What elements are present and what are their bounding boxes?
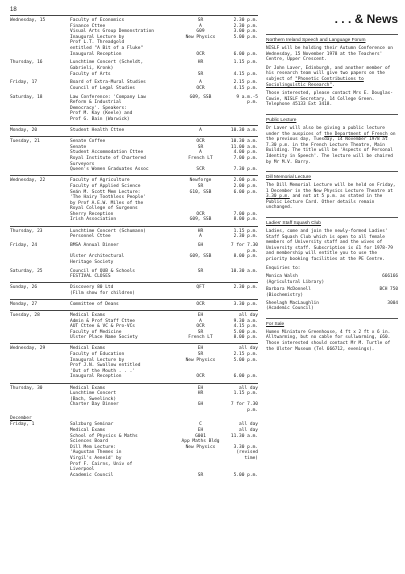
diary-event	[10, 167, 258, 173]
event-place: SR	[197, 352, 204, 358]
diary-event	[10, 285, 258, 296]
event-place: G001 App Maths Bldg	[181, 433, 220, 445]
event-time: 6.00 p.m.	[233, 374, 258, 380]
event-title: Academic Council	[70, 472, 114, 478]
news-column	[266, 12, 398, 355]
event-title: Medical Exams	[70, 385, 106, 391]
event-title: Faculty of Arts	[70, 71, 111, 77]
diary-day	[10, 269, 258, 280]
event-title: Inaugural Lecture by Prof J.N. Swallow entitled 'Out of the Mouth . . .'	[70, 357, 141, 374]
event-time: 2.00 p.m.	[233, 178, 258, 184]
event-time: 2.30 p.m.	[233, 23, 258, 29]
diary-day	[10, 243, 258, 265]
contact-phone: BCH 750	[379, 287, 398, 293]
event-title: Charter Day Dinner	[70, 402, 119, 408]
diary-event	[10, 391, 258, 402]
event-date: Friday, 1	[10, 422, 35, 428]
event-place: QFT	[196, 285, 205, 291]
event-time: 5.00 p.m.	[233, 329, 258, 335]
news-text-underlined: "Phonetic Contributions to Sociolinguistic Research"	[266, 76, 364, 88]
page-number: 18	[10, 7, 17, 13]
event-date: Tuesday, 21	[10, 139, 40, 145]
news-heading: For Sale	[266, 321, 285, 327]
event-place: GH	[197, 402, 204, 408]
event-time: 7.00 p.m.	[233, 211, 258, 217]
event-place: EH	[197, 428, 204, 434]
event-title: Admin & Prof Staff Cttee	[70, 318, 136, 324]
event-place: EH	[197, 312, 204, 318]
event-time: 2.30 p.m.	[233, 18, 258, 23]
event-time: all day	[239, 346, 258, 352]
event-place: French LT	[188, 335, 213, 341]
news-text: and not at 5 p.m. as stated in the Public Lecture Card. Other details remain unchanged.	[266, 194, 383, 211]
contact-name: Sheelagh MacLaughlin (Academic Council)	[266, 300, 319, 312]
diary-event	[10, 128, 258, 134]
diary-event	[10, 217, 258, 223]
event-title: Senate Coffee	[70, 139, 106, 145]
diary-event	[10, 52, 258, 58]
event-time: 4.15 p.m.	[233, 324, 258, 330]
news-text: The Dill Memorial Lecture will be held on Friday, 1 December in the New Physics Lecture Theatre at	[266, 183, 396, 194]
news-paragraph	[266, 66, 398, 88]
event-title: Committee of Deans	[70, 301, 119, 307]
event-date: Wednesday, 22	[10, 178, 46, 184]
event-time: 8.00 p.m.	[233, 217, 258, 223]
event-place: HR	[197, 391, 204, 397]
event-place: G10, SSB	[189, 189, 212, 195]
event-title: Visual Arts Group Demonstration	[70, 29, 154, 35]
event-title: Inaugural Reception	[70, 374, 122, 380]
news-paragraph	[266, 46, 398, 63]
diary-event	[10, 254, 258, 265]
event-title: Lunchtime Concert (Schumann)	[70, 228, 146, 234]
event-title: Faculty of Economics	[70, 18, 125, 23]
event-time: 3.30 p.m.	[233, 301, 258, 307]
news-section	[266, 34, 398, 108]
diary-event	[10, 358, 258, 375]
news-paragraph	[266, 91, 398, 108]
event-date: Sunday, 26	[10, 285, 38, 291]
event-place: A	[199, 150, 202, 156]
event-date: Friday, 17	[10, 80, 38, 86]
news-heading: Dill Memorial Lecture	[266, 175, 312, 181]
event-time: 10.30 a.m.	[230, 268, 258, 274]
event-time: 2.15 p.m.	[233, 352, 258, 358]
news-text: NISLF will be holding their Autumn Conference on Wednesday, 15 November 1978 at the Teachers' Centre, Upper Crescent.	[266, 46, 393, 63]
event-place: OCR	[196, 211, 205, 217]
events-diary	[10, 15, 258, 478]
event-time: 9 a.m.-5 p.m.	[236, 94, 258, 106]
event-time: 1.15 p.m.	[233, 228, 258, 234]
event-date: Monday, 20	[10, 128, 38, 134]
event-title: Dill Mem Lecture: 'Augustan Themes in Virgil's Aeneid' by Prof F. Cairns, Univ of Liverpool	[70, 444, 133, 473]
event-place: SR	[197, 71, 204, 77]
event-time: 7.00 p.m.	[233, 156, 258, 162]
event-time: 5.00 p.m.	[233, 34, 258, 40]
event-place: SCR	[196, 167, 205, 173]
event-title: Student Health Cttee	[70, 128, 125, 134]
event-time: all day	[239, 312, 258, 318]
event-place: G09	[196, 29, 205, 35]
event-time: 2.15 p.m.	[233, 80, 258, 86]
event-place: OCR	[196, 301, 205, 307]
event-place: GH	[197, 242, 204, 248]
event-date: Monday, 27	[10, 301, 38, 307]
diary-event	[10, 434, 258, 445]
diary-day	[10, 175, 258, 223]
event-title: Royal Institute of Chartered Surveyors	[70, 156, 146, 167]
event-place: SR	[197, 268, 204, 274]
diary-day	[10, 15, 258, 57]
event-date: Friday, 24	[10, 242, 38, 248]
event-title: Queen's Women Graduates Assoc	[70, 167, 149, 173]
diary-event	[10, 445, 258, 473]
news-text: .	[332, 82, 335, 88]
diary-event	[10, 95, 258, 123]
event-place: SR	[197, 472, 204, 478]
event-title: Discovery 80 Ltd (Film show for children)	[70, 285, 136, 296]
news-text: Ladies, come and join the newly-formed Ladies' Staff Squash Club which is open to all female members of University staff and the wives of University staff. Subscription is £1 for 1978-79 and membership will entitle you to use the priority booking facilities at the PE Centre.	[266, 229, 393, 263]
event-date: Thursday, 23	[10, 228, 43, 234]
event-place: SR	[197, 329, 204, 335]
event-time: 10.30 a.m.	[230, 139, 258, 145]
event-time: all day	[239, 422, 258, 428]
event-date: Thursday, 30	[10, 385, 43, 391]
news-text: Dr Laver will also be giving a public lecture under the auspices of	[266, 125, 385, 137]
diary-event	[10, 473, 258, 479]
event-place: New Physics	[185, 444, 216, 450]
event-date: Wednesday, 15	[10, 18, 46, 23]
event-title: Seán M. Scott Mem Lecture: 'The Hairy Toothless People' by Prof A.E.W. Miles of the Royal College of Surgeons	[70, 189, 146, 212]
event-place: OCR	[196, 324, 205, 330]
event-title: Medical Exams	[70, 312, 106, 318]
diary-event	[10, 86, 258, 92]
event-title: Lunchtime Concert (Scheldt, Gabrieli, Kronk)	[70, 60, 144, 71]
contact-row	[266, 301, 398, 312]
event-place: OCR	[196, 51, 205, 57]
diary-event	[10, 374, 258, 380]
diary-event	[10, 335, 258, 341]
event-time: 3.30 p.m. (revised time)	[233, 444, 258, 462]
event-time: all day	[239, 428, 258, 434]
event-title: Senate	[70, 144, 87, 150]
event-place: OCR	[196, 139, 205, 145]
event-title: Inaugural Lecture by Prof L.T. Threadgold entitled "A Bit of a Fluke"	[70, 34, 144, 51]
event-place: OCR	[196, 85, 205, 91]
contact-row	[266, 274, 398, 285]
event-time: 11.30 a.m.	[230, 433, 258, 439]
event-place: A	[199, 318, 202, 324]
news-paragraph	[266, 330, 398, 352]
news-text: on the previous day, Tuesday, 14 November 1978 at 7.30 p.m. in the French Lecture Theatre, Main Building. The title will be 'Aspects of Personal Identity in Speech'. The lecture will be chaired by Mr M.V. Barry.	[266, 131, 396, 165]
event-place: French LT	[188, 156, 213, 162]
event-time: 4.15 p.m.	[233, 85, 258, 91]
event-title: Council of QUB & Schools FESTIVAL CLOSES	[70, 268, 136, 280]
news-text: Dr John Laver, Edinburgh, and another member of his research team will give two papers on the subject of	[266, 65, 391, 82]
news-masthead: . . . & News	[334, 12, 398, 26]
diary-event	[10, 60, 258, 71]
event-place: New Physics	[185, 34, 216, 40]
contact-phone: 666166	[382, 274, 398, 280]
event-title: Faculty of Education	[70, 352, 125, 358]
news-text: Those interested, please contact Mrs E. Douglas-Cowie, NISLF Secretary, 14 College Green. Telephone 45133 Ext 3418.	[266, 91, 393, 108]
event-time: 4.15 p.m.	[233, 71, 258, 77]
event-title: Faculty of Applied Science	[70, 183, 141, 189]
diary-event	[10, 35, 258, 52]
event-time: 9.30 a.m.	[233, 318, 258, 324]
event-place: A	[199, 128, 202, 134]
event-title: Student Accommodation Cttee	[70, 150, 144, 156]
event-title: Council of Legal Studies	[70, 85, 136, 91]
event-date: Saturday, 18	[10, 94, 43, 100]
diary-day	[10, 422, 258, 478]
diary-event	[10, 402, 258, 413]
event-place: HR	[197, 228, 204, 234]
contact-name: Barbara McDonnell (Biochemistry)	[266, 287, 311, 298]
news-text-underlined: the Department of French	[324, 131, 388, 137]
event-place: A	[199, 23, 202, 29]
event-title: Medical Exams	[70, 346, 106, 352]
event-time: 1.15 p.m.	[233, 391, 258, 397]
diary-day	[10, 136, 258, 173]
event-date: Saturday, 25	[10, 268, 43, 274]
event-place: SR	[197, 144, 204, 150]
event-time: 10.30 a.m.	[230, 128, 258, 134]
event-title: Faculty of Agriculture	[70, 178, 130, 184]
event-place: A	[199, 234, 202, 240]
event-title: Personnel Cttee	[70, 234, 111, 240]
event-time: 7 for 7.30 p.m.	[230, 242, 258, 254]
event-place: G09, SSB	[189, 254, 212, 260]
diary-day	[10, 383, 258, 414]
news-heading: Ladies' Staff Squash Club	[266, 221, 321, 227]
month-heading: December	[10, 416, 32, 422]
event-title: Faculty of Medicine	[70, 329, 122, 335]
event-time: 1.15 p.m.	[233, 60, 258, 66]
event-place: Newforge	[189, 178, 212, 184]
event-place: G09, SSB	[189, 217, 212, 223]
diary-event	[10, 269, 258, 280]
event-time: 2.00 p.m.	[233, 183, 258, 189]
diary-day	[10, 95, 258, 123]
event-time: 5.00 p.m.	[233, 357, 258, 363]
event-time: 4.00 p.m.	[233, 150, 258, 156]
event-time: 5.00 p.m.	[233, 472, 258, 478]
event-title: AUT Cttee & VC & Pro-VCs	[70, 324, 136, 330]
news-heading: Northern Ireland Speech and Language Forum	[266, 38, 366, 43]
news-text: Enquiries to:	[266, 265, 301, 271]
event-title: Lunchtime Concert (Bach, Sweelinck)	[70, 391, 117, 402]
contact-phone: 3004	[387, 300, 398, 306]
event-title: Finance Cttee	[70, 23, 106, 29]
event-place: SR	[197, 18, 204, 23]
event-date: Tuesday, 28	[10, 312, 40, 318]
news-section	[266, 171, 398, 211]
news-sections	[266, 34, 398, 352]
diary-event	[10, 302, 258, 308]
news-heading: Public Lecture	[266, 117, 297, 123]
event-place: New Physics	[185, 357, 216, 363]
event-time: 8.00 p.m.	[233, 335, 258, 341]
event-time: 11.00 a.m.	[230, 144, 258, 150]
news-section	[266, 217, 398, 312]
event-title: Ulster Architectural Heritage Society	[70, 254, 125, 265]
event-date: Thursday, 16	[10, 60, 43, 66]
event-title: Inaugural Reception	[70, 51, 122, 57]
event-time: all day	[239, 385, 258, 391]
contact-name: Monica Walsh (Agricultural Library)	[266, 274, 325, 285]
contact-row	[266, 287, 398, 298]
event-place: C	[199, 422, 202, 428]
event-time: 8.00 p.m.	[233, 254, 258, 260]
event-time: 7 for 7.30 p.m.	[230, 402, 258, 413]
diary-day	[10, 282, 258, 296]
news-paragraph	[266, 126, 398, 165]
diary-day	[10, 226, 258, 240]
diary-event	[10, 156, 258, 167]
news-paragraph	[266, 229, 398, 263]
event-title: Ulster Place Name Society	[70, 335, 138, 341]
event-title: Irish Association	[70, 217, 117, 223]
event-time: 2.30 p.m.	[233, 285, 258, 291]
event-title: Sherry Reception	[70, 211, 114, 217]
event-place: OCR	[196, 374, 205, 380]
event-place: A	[199, 80, 202, 86]
diary-day	[10, 80, 258, 91]
diary-event	[10, 190, 258, 212]
news-section	[266, 318, 398, 352]
news-paragraph	[266, 183, 398, 211]
event-title: Salzburg Seminar	[70, 422, 114, 428]
diary-day	[10, 60, 258, 77]
event-place: EH	[197, 346, 204, 352]
event-title: School of Physics & Maths Sciences Board	[70, 433, 138, 445]
event-place: G09, SSB	[189, 94, 212, 100]
news-section	[266, 114, 398, 165]
event-time: 6.00 p.m.	[233, 189, 258, 195]
diary-day	[10, 310, 258, 341]
event-time: 6.00 p.m.	[233, 51, 258, 57]
event-title: Board of Extra-Mural Studies	[70, 80, 146, 86]
event-place: SR	[197, 183, 204, 189]
diary-day	[10, 125, 258, 134]
event-time: 3.00 p.m.	[233, 29, 258, 35]
event-title: Medical Exams	[70, 428, 106, 434]
news-text: Humex Miniature Greenhouse, 4 ft x 2 ft x 6 in. Alltwarming, but no cable for sullwarming, £60. Those interested should contact Mr M. Turtle of the Ulster Museum (Tel 666712, evenings).	[266, 329, 391, 352]
event-time: 2.30 p.m.	[233, 234, 258, 240]
event-time: 7.30 p.m.	[233, 167, 258, 173]
diary-event	[10, 234, 258, 240]
event-title: Law Conference: 'Company Law Reform & Industrial Democracy'. Speakers: Prof M. Kay (Keele) and Prof G. Bain (Warwick)	[70, 94, 146, 123]
event-place: EH	[197, 385, 204, 391]
diary-event	[10, 72, 258, 78]
news-paragraph	[266, 266, 398, 272]
diary-day	[10, 343, 258, 380]
event-title: BMSA Annual Dinner	[70, 242, 119, 248]
diary-event	[10, 243, 258, 254]
diary-day	[10, 299, 258, 308]
news-text-underlined: 3.30 p.m.	[266, 194, 290, 200]
event-date: Wednesday, 29	[10, 346, 46, 352]
event-place: HR	[197, 60, 204, 66]
